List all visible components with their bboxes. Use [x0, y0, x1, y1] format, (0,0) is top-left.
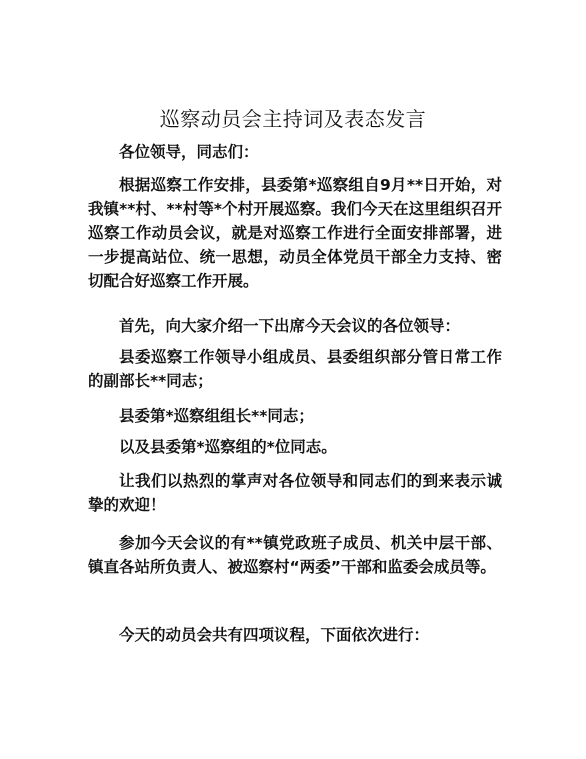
welcome-paragraph: 让我们以热烈的掌声对各位领导和同志们的到来表示诚挚的欢迎！	[88, 472, 502, 514]
document-title: 巡察动员会主持词及表态发言	[159, 107, 427, 131]
leader-item-paragraph: 县委巡察工作领导小组成员、县委组织部分管日常工作的副部长**同志；	[88, 348, 502, 390]
background-paragraph: 根据巡察工作安排，县委第*巡察组自9月**日开始，对我镇**村、**村等*个村开展巡察。我们今天在这里组织召开巡察工作动员会议，就是对巡察工作进行全面安排部署，进一步提高站位、统一思想，动员全体党员干部全力支持、密切配合好巡察工作开展。	[88, 176, 502, 290]
leader-item-paragraph: 以及县委第*巡察组的*位同志。	[119, 438, 337, 456]
agenda-intro-paragraph: 今天的动员会共有四项议程，下面依次进行：	[119, 626, 430, 644]
introduction-paragraph: 首先，向大家介绍一下出席今天会议的各位领导：	[119, 317, 461, 335]
salutation-paragraph: 各位领导，同志们：	[119, 143, 259, 161]
leader-item-paragraph: 县委第*巡察组组长**同志；	[119, 407, 314, 425]
attendees-paragraph: 参加今天会议的有**镇党政班子成员、机关中层干部、镇直各站所负责人、被巡察村“两委”干部和监委会成员等。	[88, 534, 502, 576]
